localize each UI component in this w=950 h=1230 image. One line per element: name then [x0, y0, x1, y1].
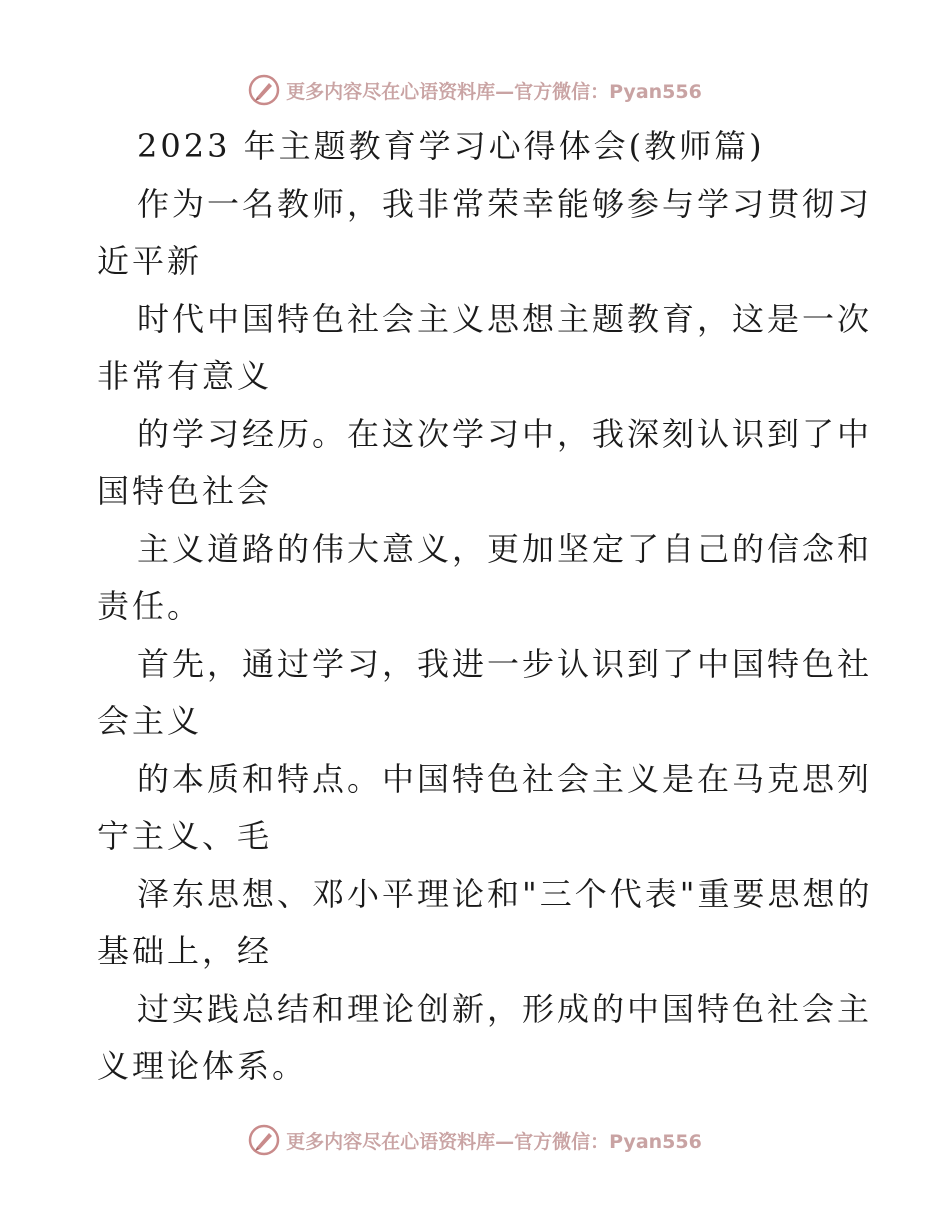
paragraph-line: 过实践总结和理论创新，形成的中国特色社会主 — [137, 989, 873, 1028]
document-title: 2023 年主题教育学习心得体会(教师篇) — [137, 127, 765, 165]
paragraph-line: 非常有意义 — [97, 357, 273, 395]
document-body — [97, 118, 873, 1096]
paragraph-line: 的本质和特点。中国特色社会主义是在马克思列 — [137, 759, 873, 798]
paragraph-line: 的学习经历。在这次学习中，我深刻认识到了中 — [137, 414, 873, 453]
paragraph-line: 基础上，经 — [97, 932, 273, 970]
paragraph-line: 会主义 — [97, 702, 203, 740]
paragraph-line: 宁主义、毛 — [97, 817, 273, 855]
paragraph-line: 泽东思想、邓小平理论和"三个代表"重要思想的 — [137, 874, 873, 913]
pen-logo-icon — [248, 1124, 280, 1156]
paragraph-line: 国特色社会 — [97, 472, 273, 510]
paragraph-line: 义理论体系。 — [97, 1047, 308, 1085]
header-banner — [0, 70, 950, 110]
footer-banner — [0, 1120, 950, 1160]
paragraph-line: 主义道路的伟大意义，更加坚定了自己的信念和 — [137, 529, 873, 568]
paragraph-line: 作为一名教师，我非常荣幸能够参与学习贯彻习 — [137, 184, 873, 223]
paragraph-line: 近平新 — [97, 242, 203, 280]
paragraph-line: 首先，通过学习，我进一步认识到了中国特色社 — [137, 644, 873, 683]
paragraph-line: 时代中国特色社会主义思想主题教育，这是一次 — [137, 299, 873, 338]
paragraph-line: 责任。 — [97, 587, 203, 625]
pen-logo-icon — [248, 74, 280, 106]
footer-banner-text: 更多内容尽在心语资料库—官方微信：Pyan556 — [286, 1130, 702, 1153]
header-banner-text: 更多内容尽在心语资料库—官方微信：Pyan556 — [286, 80, 702, 103]
